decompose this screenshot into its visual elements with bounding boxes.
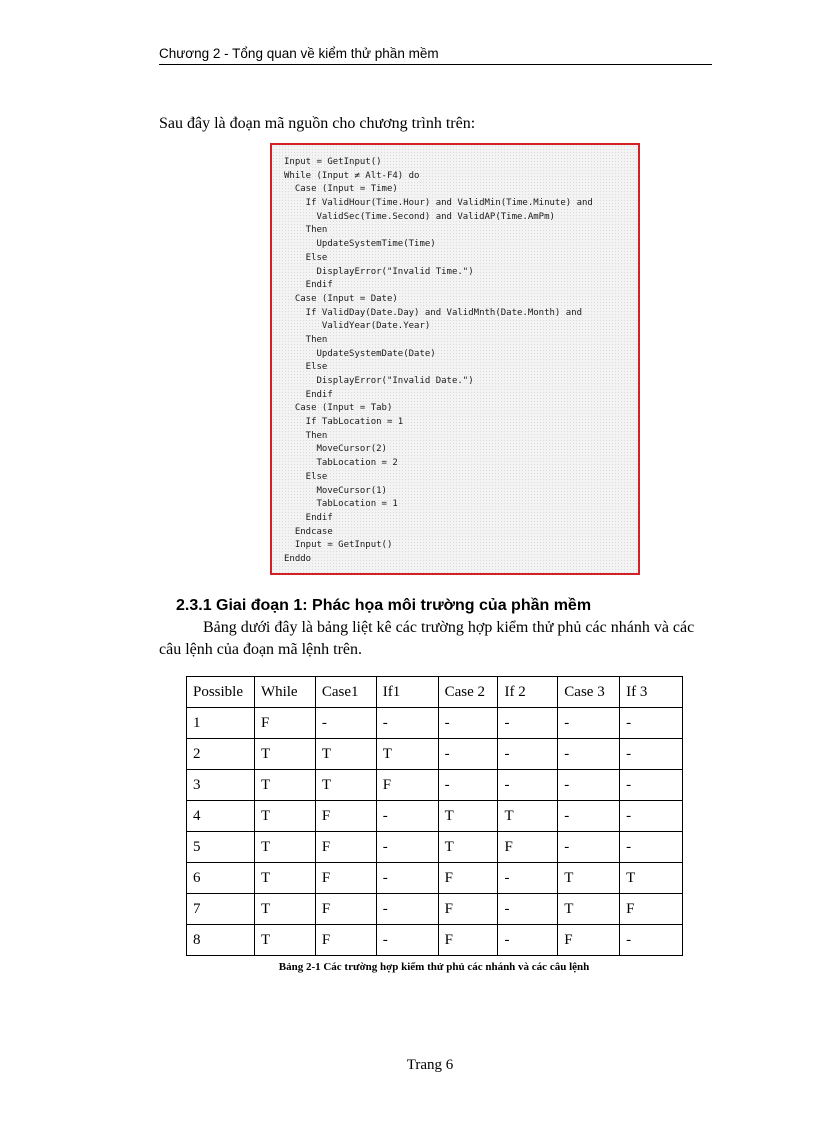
table-cell: - bbox=[376, 894, 438, 925]
table-header-cell: Case1 bbox=[315, 677, 376, 708]
table-header-cell: If 3 bbox=[620, 677, 683, 708]
table-cell: F bbox=[315, 832, 376, 863]
table-row bbox=[187, 832, 683, 863]
table-cell: F bbox=[498, 832, 558, 863]
table-cell: F bbox=[315, 863, 376, 894]
table-cell: 8 bbox=[187, 925, 255, 956]
table-cell: 3 bbox=[187, 770, 255, 801]
table-cell: - bbox=[376, 832, 438, 863]
table-header-cell: Case 3 bbox=[558, 677, 620, 708]
code-line: TabLocation = 2 bbox=[284, 458, 398, 469]
table-cell: - bbox=[558, 801, 620, 832]
table-row bbox=[187, 739, 683, 770]
code-line: DisplayError("Invalid Time.") bbox=[284, 266, 474, 277]
table-row bbox=[187, 863, 683, 894]
page-header: Chương 2 - Tổng quan về kiểm thử phần mềm bbox=[159, 46, 712, 65]
code-block bbox=[284, 156, 593, 567]
table-cell: - bbox=[376, 708, 438, 739]
code-line: Endif bbox=[284, 280, 333, 291]
table-cell: 7 bbox=[187, 894, 255, 925]
code-line: UpdateSystemDate(Date) bbox=[284, 348, 436, 359]
table-cell: 6 bbox=[187, 863, 255, 894]
code-line: Case (Input = Time) bbox=[284, 184, 398, 195]
table-cell: - bbox=[438, 708, 498, 739]
section-title: 2.3.1 Giai đoạn 1: Phác họa môi trường của phần mềm bbox=[176, 597, 592, 614]
table-cell: 2 bbox=[187, 739, 255, 770]
table-cell: F bbox=[376, 770, 438, 801]
table-cell: - bbox=[315, 708, 376, 739]
body-paragraph: Bảng dưới đây là bảng liệt kê các trường hợp kiểm thử phủ các nhánh và các câu lệnh của đoạn mã lệnh trên. bbox=[159, 619, 695, 658]
code-line: If ValidDay(Date.Day) and ValidMnth(Date.Month) and bbox=[284, 307, 583, 318]
table-cell: - bbox=[498, 863, 558, 894]
table-cell: - bbox=[558, 832, 620, 863]
table-row bbox=[187, 770, 683, 801]
table-cell: - bbox=[620, 801, 683, 832]
code-line: TabLocation = 1 bbox=[284, 499, 398, 510]
table-cell: F bbox=[315, 894, 376, 925]
table-cell: 1 bbox=[187, 708, 255, 739]
table-cell: - bbox=[620, 708, 683, 739]
table-cell: - bbox=[498, 770, 558, 801]
code-line: Input = GetInput() bbox=[284, 157, 382, 167]
table-row bbox=[187, 925, 683, 956]
table-cell: F bbox=[438, 894, 498, 925]
code-line: Then bbox=[284, 225, 328, 236]
table-header-row bbox=[187, 677, 683, 708]
table-cell: - bbox=[620, 832, 683, 863]
code-line: ValidSec(Time.Second) and ValidAP(Time.AmPm) bbox=[284, 211, 555, 222]
code-line: If TabLocation = 1 bbox=[284, 417, 404, 428]
table-cell: T bbox=[315, 770, 376, 801]
code-line: Else bbox=[284, 252, 328, 263]
table-cell: T bbox=[558, 863, 620, 894]
table-row bbox=[187, 801, 683, 832]
table-cell: - bbox=[376, 925, 438, 956]
table-cell: F bbox=[558, 925, 620, 956]
table-cell: - bbox=[438, 770, 498, 801]
table-cell: T bbox=[438, 801, 498, 832]
code-line: Enddo bbox=[284, 553, 312, 564]
table-cell: T bbox=[254, 832, 315, 863]
table-cell: - bbox=[498, 925, 558, 956]
table-header-cell: Possible bbox=[187, 677, 255, 708]
table-row bbox=[187, 708, 683, 739]
table-cell: - bbox=[558, 708, 620, 739]
table-cell: - bbox=[498, 739, 558, 770]
table-cell: T bbox=[376, 739, 438, 770]
table-cell: - bbox=[558, 739, 620, 770]
table-cell: T bbox=[254, 925, 315, 956]
table-cell: F bbox=[315, 801, 376, 832]
table-row bbox=[187, 894, 683, 925]
table-cell: T bbox=[254, 801, 315, 832]
table-header-cell: While bbox=[254, 677, 315, 708]
table-cell: T bbox=[254, 894, 315, 925]
code-line: Endif bbox=[284, 512, 333, 523]
table-cell: T bbox=[498, 801, 558, 832]
code-line: Case (Input = Tab) bbox=[284, 403, 393, 414]
table-header-cell: Case 2 bbox=[438, 677, 498, 708]
table-cell: - bbox=[498, 894, 558, 925]
code-line: Endcase bbox=[284, 526, 333, 537]
table-cell: T bbox=[254, 739, 315, 770]
table-cell: 5 bbox=[187, 832, 255, 863]
table-header-cell: If 2 bbox=[498, 677, 558, 708]
table-header-cell: If1 bbox=[376, 677, 438, 708]
table-cell: T bbox=[620, 863, 683, 894]
code-line: Then bbox=[284, 334, 328, 345]
code-line: Then bbox=[284, 430, 328, 441]
code-line: UpdateSystemTime(Time) bbox=[284, 239, 436, 250]
table-cell: - bbox=[620, 770, 683, 801]
table-cell: T bbox=[254, 770, 315, 801]
table-cell: - bbox=[376, 863, 438, 894]
table-cell: F bbox=[620, 894, 683, 925]
code-line: MoveCursor(1) bbox=[284, 485, 387, 496]
intro-text: Sau đây là đoạn mã nguồn cho chương trình trên: bbox=[159, 115, 476, 132]
table-cell: T bbox=[438, 832, 498, 863]
table-cell: F bbox=[438, 863, 498, 894]
test-case-table bbox=[186, 676, 683, 956]
code-line: MoveCursor(2) bbox=[284, 444, 387, 455]
code-line: Endif bbox=[284, 389, 333, 400]
code-line: DisplayError("Invalid Date.") bbox=[284, 376, 474, 386]
code-line: Input = GetInput() bbox=[284, 540, 393, 551]
table-cell: F bbox=[254, 708, 315, 739]
table-cell: - bbox=[620, 925, 683, 956]
page-number: Trang 6 bbox=[406, 1057, 454, 1073]
table-cell: - bbox=[376, 801, 438, 832]
table-caption: Bảng 2-1 Các trường hợp kiểm thử phủ các nhánh và các câu lệnh bbox=[278, 961, 590, 973]
code-line: While (Input ≠ Alt-F4) do bbox=[284, 170, 420, 181]
code-line: ValidYear(Date.Year) bbox=[284, 321, 431, 332]
code-line: If ValidHour(Time.Hour) and ValidMin(Time.Minute) and bbox=[284, 198, 593, 209]
table-cell: - bbox=[620, 739, 683, 770]
table-cell: - bbox=[438, 739, 498, 770]
code-line: Else bbox=[284, 471, 328, 482]
table-cell: F bbox=[315, 925, 376, 956]
table-cell: - bbox=[558, 770, 620, 801]
code-listing bbox=[270, 143, 640, 575]
table-cell: T bbox=[254, 863, 315, 894]
table-cell: - bbox=[498, 708, 558, 739]
table-cell: T bbox=[558, 894, 620, 925]
table-cell: F bbox=[438, 925, 498, 956]
code-line: Else bbox=[284, 362, 328, 373]
table-cell: T bbox=[315, 739, 376, 770]
table-cell: 4 bbox=[187, 801, 255, 832]
code-line: Case (Input = Date) bbox=[284, 293, 398, 304]
